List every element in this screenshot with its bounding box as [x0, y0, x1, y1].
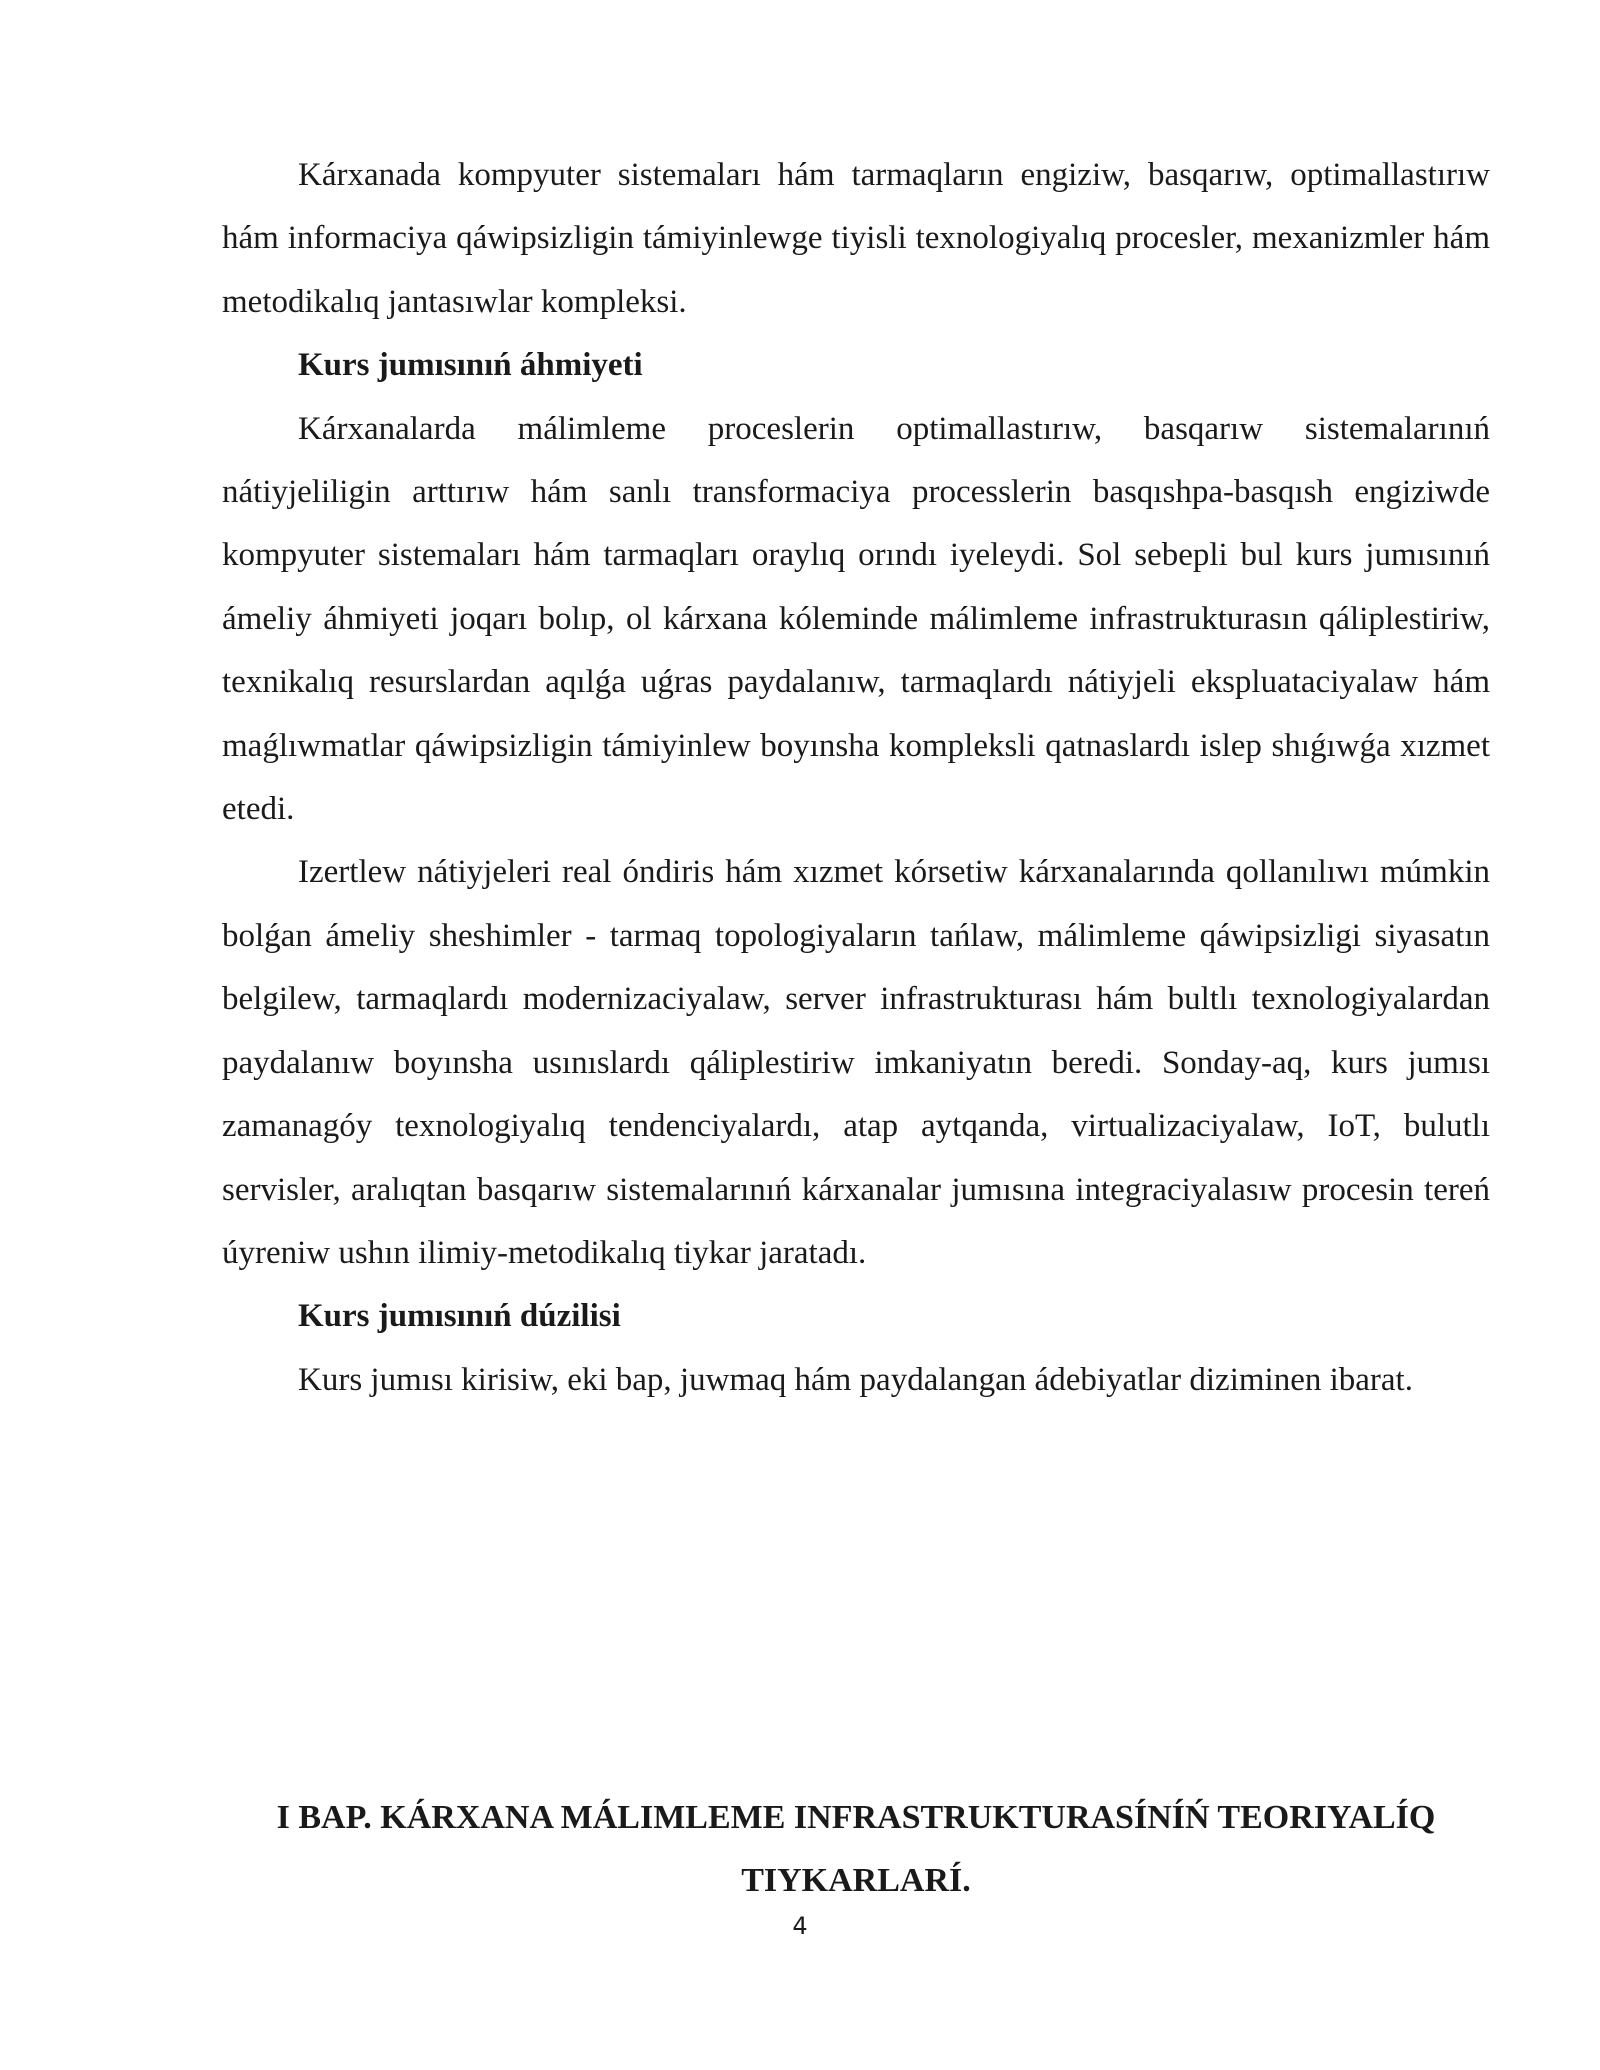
- chapter-title-line-2: TIYKARLARÍ.: [741, 1862, 971, 1899]
- heading-structure: Kurs jumısınıń dúzilisi: [298, 1298, 621, 1335]
- paragraph-structure: Kurs jumısı kirisiw, eki bap, juwmaq hám paydalangan ádebiyatlar diziminen ibarat.: [298, 1361, 1413, 1398]
- paragraph-importance: Kárxanalarda málimleme proceslerin optimallastırıw, basqarıw sistemalarınıń nátiyjeliligin arttırıw hám sanlı transformaciya processlerin basqıshpa-basqısh engiziwde kompyuter sistemaları hám tarmaqları oraylıq orındı iyeleydi. Sol sebepli bul kurs jumısınıń ámeliy áhmiyeti joqarı bolıp, ol kárxana kóleminde málimleme infrastrukturasın qáliplestiriw, texnikalıq resurslardan aqılǵa uǵras paydalanıw, tarmaqlardı nátiyjeli ekspluataciyalaw hám maǵlıwmatlar qáwipsizligin támiyinlew boyınsha kompleksli qatnaslardı islep shıǵıwǵa xızmet etedi.: [222, 410, 1490, 828]
- heading-importance: Kurs jumısınıń áhmiyeti: [298, 347, 643, 384]
- page-number: 4: [792, 1912, 808, 1940]
- body-text: [222, 144, 1490, 1412]
- paragraph-definition: Kárxanada kompyuter sistemaları hám tarmaqların engiziw, basqarıw, optimallastırıw hám informaciya qáwipsizligin támiyinlewge tiyisli texnologiyalıq procesler, mexanizmler hám metodikalıq jantasıwlar kompleksi.: [222, 157, 1490, 320]
- paragraph-results: Izertlew nátiyjeleri real óndiris hám xızmet kórsetiw kárxanalarında qollanılıwı múmkin bolǵan ámeliy sheshimler - tarmaq topologiyaların tańlaw, málimleme qáwipsizligi siyasatın belgilew, tarmaqlardı modernizaciyalaw, server infrastrukturası hám bultlı texnologiyalardan paydalanıw boyınsha usınıslardı qáliplestiriw imkaniyatın beredi. Sonday-aq, kurs jumısı zamanagóy texnologiyalıq tendenciyalardı, atap aytqanda, virtualizaciyalaw, IoT, bulutlı servisler, aralıqtan basqarıw sistemalarınıń kárxanalar jumısına integraciyalasıw procesin tereń úyreniw ushın ilimiy-metodikalıq tiykar jaratadı.: [222, 854, 1490, 1271]
- chapter-title: [222, 1786, 1490, 1912]
- chapter-title-line-1: I BAP. KÁRXANA MÁLIMLEME INFRASTRUKTURASÍNÍŃ TEORIYALÍQ: [276, 1799, 1436, 1836]
